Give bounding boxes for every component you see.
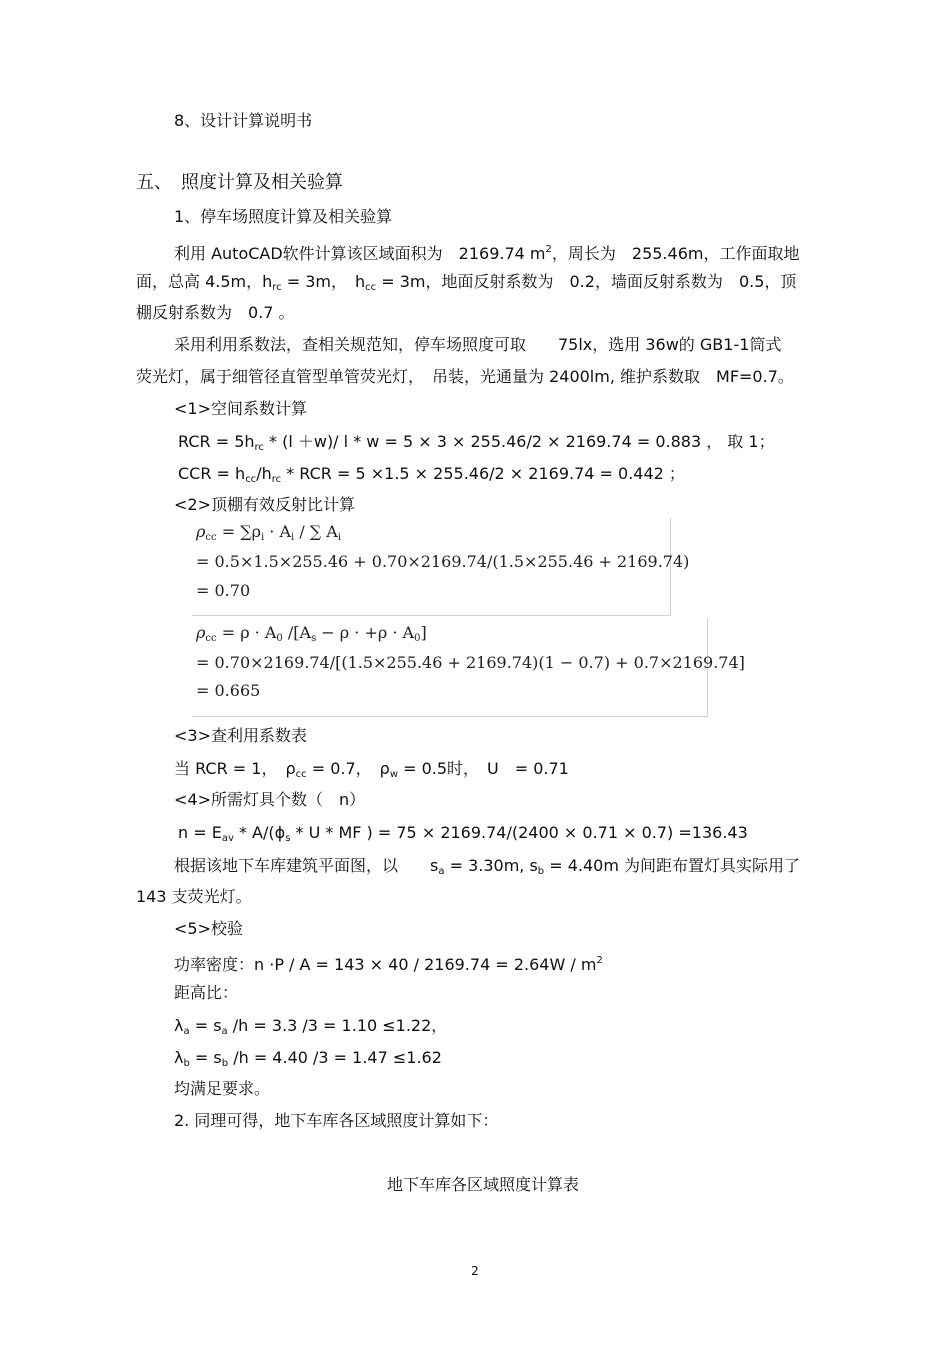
requirements-met: 均满足要求。 (174, 1079, 271, 1098)
formula1-line2: = 0.5×1.5×255.46 + 0.70×2169.74/(1.5×255.46 + 2169.74) (196, 552, 690, 571)
subsection-2: 2. 同理可得，地下车库各区域照度计算如下： (174, 1111, 499, 1130)
formula1-line1: $\rho_{cc} = \sum\rho_i \cdot A_i$ / ∑ $A_i$ (196, 522, 342, 543)
para2-line2: 荧光灯，属于细管径直管型单管荧光灯， 吊装，光通量为 2400lm, 维护系数取 MF=0.7。 (136, 367, 794, 386)
step3-title: <3>查利用系数表 (174, 726, 307, 745)
power-density-equation: 功率密度：$n \cdot P / A = 143 \times 40 / 2169.74 = 2.64W / m^2$ (174, 955, 603, 974)
luminaire-count-equation: $n = E_{av} * A/(\phi_s * U$ * MF ) = 75 × 2169.74/(2400 × 0.71 × 0.7) =136.43 (178, 823, 748, 844)
spacing-ratio-title: 距高比： (174, 983, 239, 1002)
formula2-line1: $\rho_{cc} = \rho \cdot A_0$ $/[A_s - \rho \cdot +\rho \cdot A_0]$ (196, 623, 427, 644)
section-5-title: 五、 照度计算及相关验算 (136, 172, 343, 193)
para1-line3: 棚反射系数为 0.7 。 (136, 303, 295, 322)
para2-line1: 采用利用系数法，查相关规范知，停车场照度可取 75lx，选用 36w的 GB1-1筒式 (174, 335, 782, 354)
lambda-b-equation: $\lambda_b = s_b$ /h = 4.40 /3 = 1.47 ≤1.62 (174, 1048, 442, 1069)
step2-title: <2>顶棚有效反射比计算 (174, 495, 355, 514)
item-8: 8、设计计算说明书 (174, 111, 313, 130)
step4-title: <4>所需灯具个数（ n） (174, 790, 366, 809)
page-number: 2 (471, 1264, 479, 1278)
layout-line1: 根据该地下车库建筑平面图，以 $s_a = 3.30m$, $s_b = 4.40m$ 为间距布置灯具实际用了 (174, 856, 801, 877)
ccr-equation: CCR = $h_{cc}/h_{rc}$ * RCR = 5 ×1.5 × 255.46/2 × 2169.74 = 0.442 ； (178, 464, 685, 485)
formula2-line2: = 0.70×2169.74/[(1.5×255.46 + 2169.74)(1 − 0.7) + 0.7×2169.74] (196, 653, 745, 672)
layout-line2: 143 支荧光灯。 (136, 887, 252, 906)
subsection-1-title: 1、停车场照度计算及相关验算 (174, 207, 393, 226)
formula2-line3: = 0.665 (196, 681, 261, 700)
utilization-lookup: 当 RCR = 1， $\rho_{cc} = 0.7$， $\rho_w = 0.5$时， U = 0.71 (174, 759, 569, 780)
para1-line1: 利用 AutoCAD软件计算该区域面积为 2169.74 $m^2$，周长为 255.46m，工作面取地 (174, 244, 800, 263)
para1-line2: 面，总高 4.5m，$h_{rc} = 3m$， $h_{cc} = 3m$，地面反射系数为 0.2，墙面反射系数为 0.5，顶 (136, 272, 797, 293)
ceiling-reflectance-formula-1 (192, 518, 690, 616)
formula1-line3: = 0.70 (196, 581, 251, 600)
lambda-a-equation: $\lambda_a = s_a$ /h = 3.3 /3 = 1.10 ≤1.22， (174, 1016, 448, 1037)
ceiling-reflectance-formula-2 (192, 618, 745, 717)
step5-title: <5>校验 (174, 919, 243, 938)
rcr-equation: RCR = $5h_{rc} * (l +w)/$ l * w = 5 × 3 × 255.46/2 × 2169.74 = 0.883 ， 取 1； (178, 432, 775, 453)
table-title: 地下车库各区域照度计算表 (386, 1175, 579, 1194)
step1-title: <1>空间系数计算 (174, 399, 307, 418)
